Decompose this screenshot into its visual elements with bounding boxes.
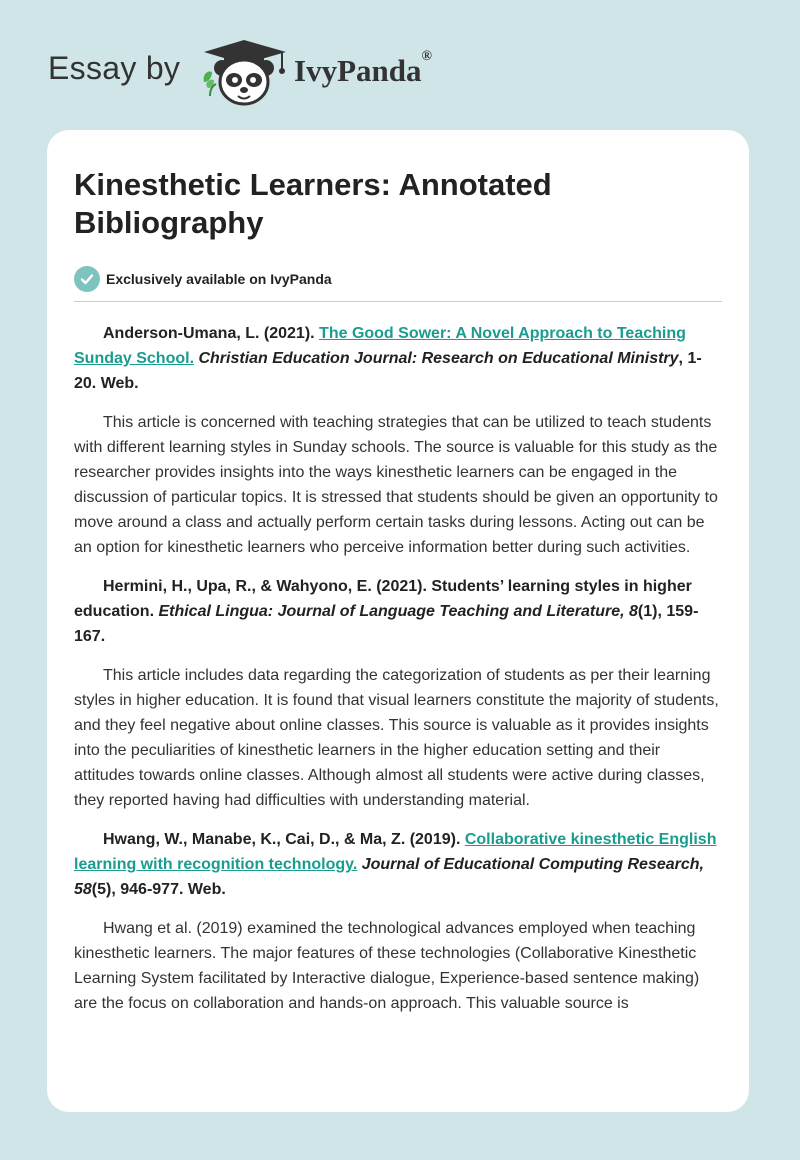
annotation-2: This article includes data regarding the categorization of students as per their learning styles in higher education. It is found that visual learners constitute the majority of students, and they feel negative about online classes. This source is valuable as it provides insights into the peculiarities of kinesthetic learners in the higher education setting and their attitudes towards online classes. Although almost all students were active during classes, they reported having had difficulties with understanding material. — [74, 667, 719, 809]
citation-entry-3 — [74, 827, 722, 902]
citation-link[interactable]: Collaborative kinesthetic English learning with recognition technology. — [74, 831, 717, 873]
registered-mark: ® — [421, 49, 432, 64]
citation-entry-2 — [74, 574, 722, 649]
citation-journal: Ethical Lingua: Journal of Language Teaching and Literature, 8 — [158, 603, 638, 620]
citation-entry-1 — [74, 321, 722, 396]
article-body — [74, 166, 722, 1030]
panda-logo-icon[interactable] — [198, 38, 290, 108]
citation-journal: Christian Education Journal: Research on Educational Ministry — [194, 350, 679, 367]
divider — [74, 301, 722, 302]
page-title: Kinesthetic Learners: Annotated Bibliography — [74, 167, 552, 240]
citation-tail: (5), 946-977. Web. — [91, 881, 226, 898]
annotation-3: Hwang et al. (2019) examined the technological advances employed when teaching kinesthetic learners. The major features of these technologies (Collaborative Kinesthetic Learning System facilitated by Interactive dialogue, Experience-based sentence making) are the focus on collaboration and hands-on approach. This valuable source is — [74, 920, 700, 1012]
brand-text: IvyPanda — [294, 53, 422, 88]
brand-name[interactable] — [294, 49, 432, 89]
bibliography-content — [74, 321, 722, 1016]
article-card — [47, 130, 749, 1112]
citation-link[interactable]: The Good Sower: A Novel Approach to Teaching Sunday School. — [74, 325, 686, 367]
checkmark-icon — [74, 266, 100, 292]
citation-journal: Journal of Educational Computing Research, 58 — [74, 856, 704, 898]
badge-label: Exclusively available on IvyPanda — [106, 271, 332, 287]
citation-authors: Hermini, H., Upa, R., & Wahyono, E. (2021). Students’ learning styles in higher education. — [74, 578, 692, 620]
annotation-1: This article is concerned with teaching strategies that can be utilized to teach students with different learning styles in Sunday schools. The source is valuable for this study as the researcher provides insights into the ways kinesthetic learners can be engaged in the discussion of particular topics. It is stressed that students should be given an opportunity to move around a class and actually perform certain tasks during lessons. Acting out can be an option for kinesthetic learners who perceive information better during such activities. — [74, 414, 718, 556]
exclusive-badge — [74, 266, 722, 292]
citation-authors: Anderson-Umana, L. (2021). — [103, 325, 320, 342]
citation-tail: (1), 159-167. — [74, 603, 699, 645]
citation-authors: Hwang, W., Manabe, K., Cai, D., & Ma, Z. (2019). — [103, 831, 465, 848]
citation-tail: , 1-20. Web. — [74, 350, 702, 392]
essay-by-label: Essay by — [48, 50, 181, 86]
site-header — [0, 0, 800, 130]
